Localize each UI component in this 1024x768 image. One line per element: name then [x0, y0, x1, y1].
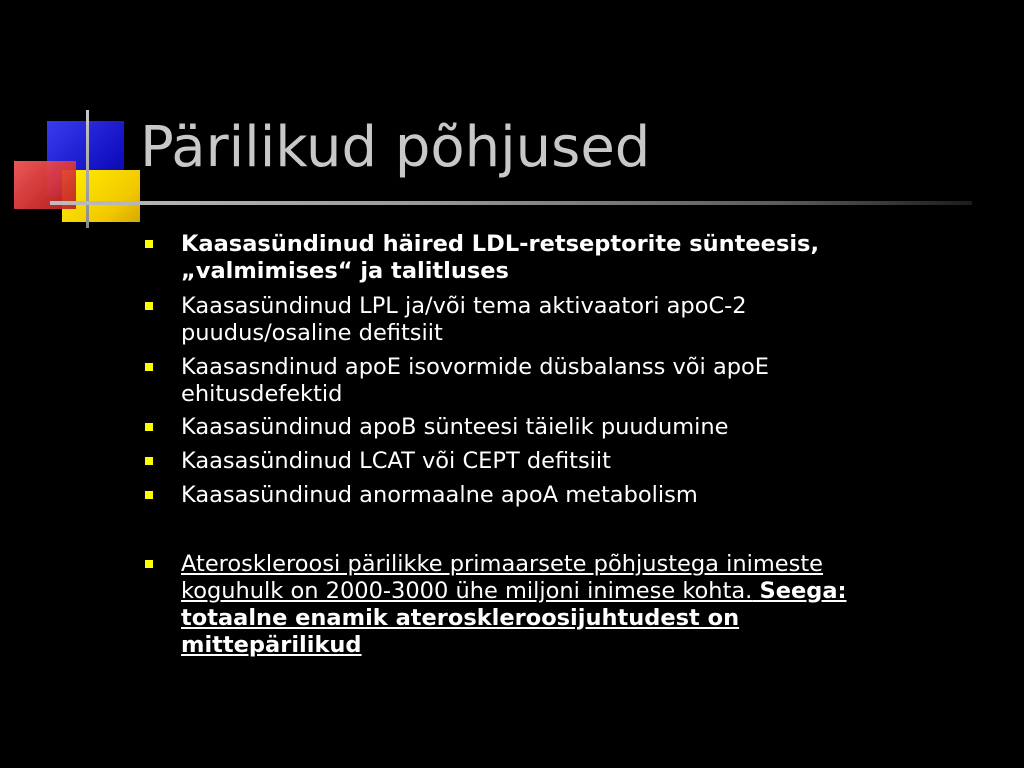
bullet-line: Kaasasündinud LCAT või CEPT defitsiit [181, 448, 612, 474]
summary-bold-line[interactable]: mittepärilikud [181, 632, 362, 658]
bullet-line: Kaasasündinud apoB sünteesi täielik puudumine [181, 414, 729, 440]
bullet-line: „valmimises“ ja talitluses [181, 258, 509, 284]
summary-line[interactable]: Ateroskleroosi pärilikke primaarsete põhjustega inimeste [181, 551, 824, 577]
bullet-item-summary[interactable] [181, 551, 951, 659]
bullet-line: ehitusdefektid [181, 381, 343, 407]
bullet-line: Kaasasndinud apoE isovormide düsbalanss või apoE [181, 354, 770, 380]
bullet-line: Kaasasündinud häired LDL-retseptorite sünteesis, [181, 231, 819, 257]
summary-bold-text[interactable]: Seega: [759, 578, 847, 604]
bullet-item [181, 231, 951, 285]
bullet-square-icon [145, 302, 153, 310]
summary-bold-line[interactable]: totaalne enamik ateroskleroosijuhtudest on [181, 605, 740, 631]
bullet-item [181, 293, 951, 347]
bullet-square-icon [145, 423, 153, 431]
bullet-square-icon [145, 491, 153, 499]
slide-title: Pärilikud põhjused [140, 115, 651, 180]
bullet-square-icon [145, 560, 153, 568]
bullet-square-icon [145, 457, 153, 465]
bullet-item [181, 354, 951, 408]
summary-text[interactable]: koguhulk on 2000-3000 ühe miljoni inimese kohta. [181, 578, 753, 604]
bullet-item [181, 414, 951, 441]
bullet-square-icon [145, 363, 153, 371]
bullet-line: Kaasasündinud anormaalne apoA metabolism [181, 482, 698, 508]
bullet-item [181, 482, 951, 509]
bullet-line: Kaasasündinud LPL ja/või tema aktivaatori apoC-2 [181, 293, 747, 319]
bullet-square-icon [145, 240, 153, 248]
summary-line[interactable] [181, 578, 951, 605]
bullet-line: puudus/osaline defitsiit [181, 320, 443, 346]
bullet-item [181, 448, 951, 475]
